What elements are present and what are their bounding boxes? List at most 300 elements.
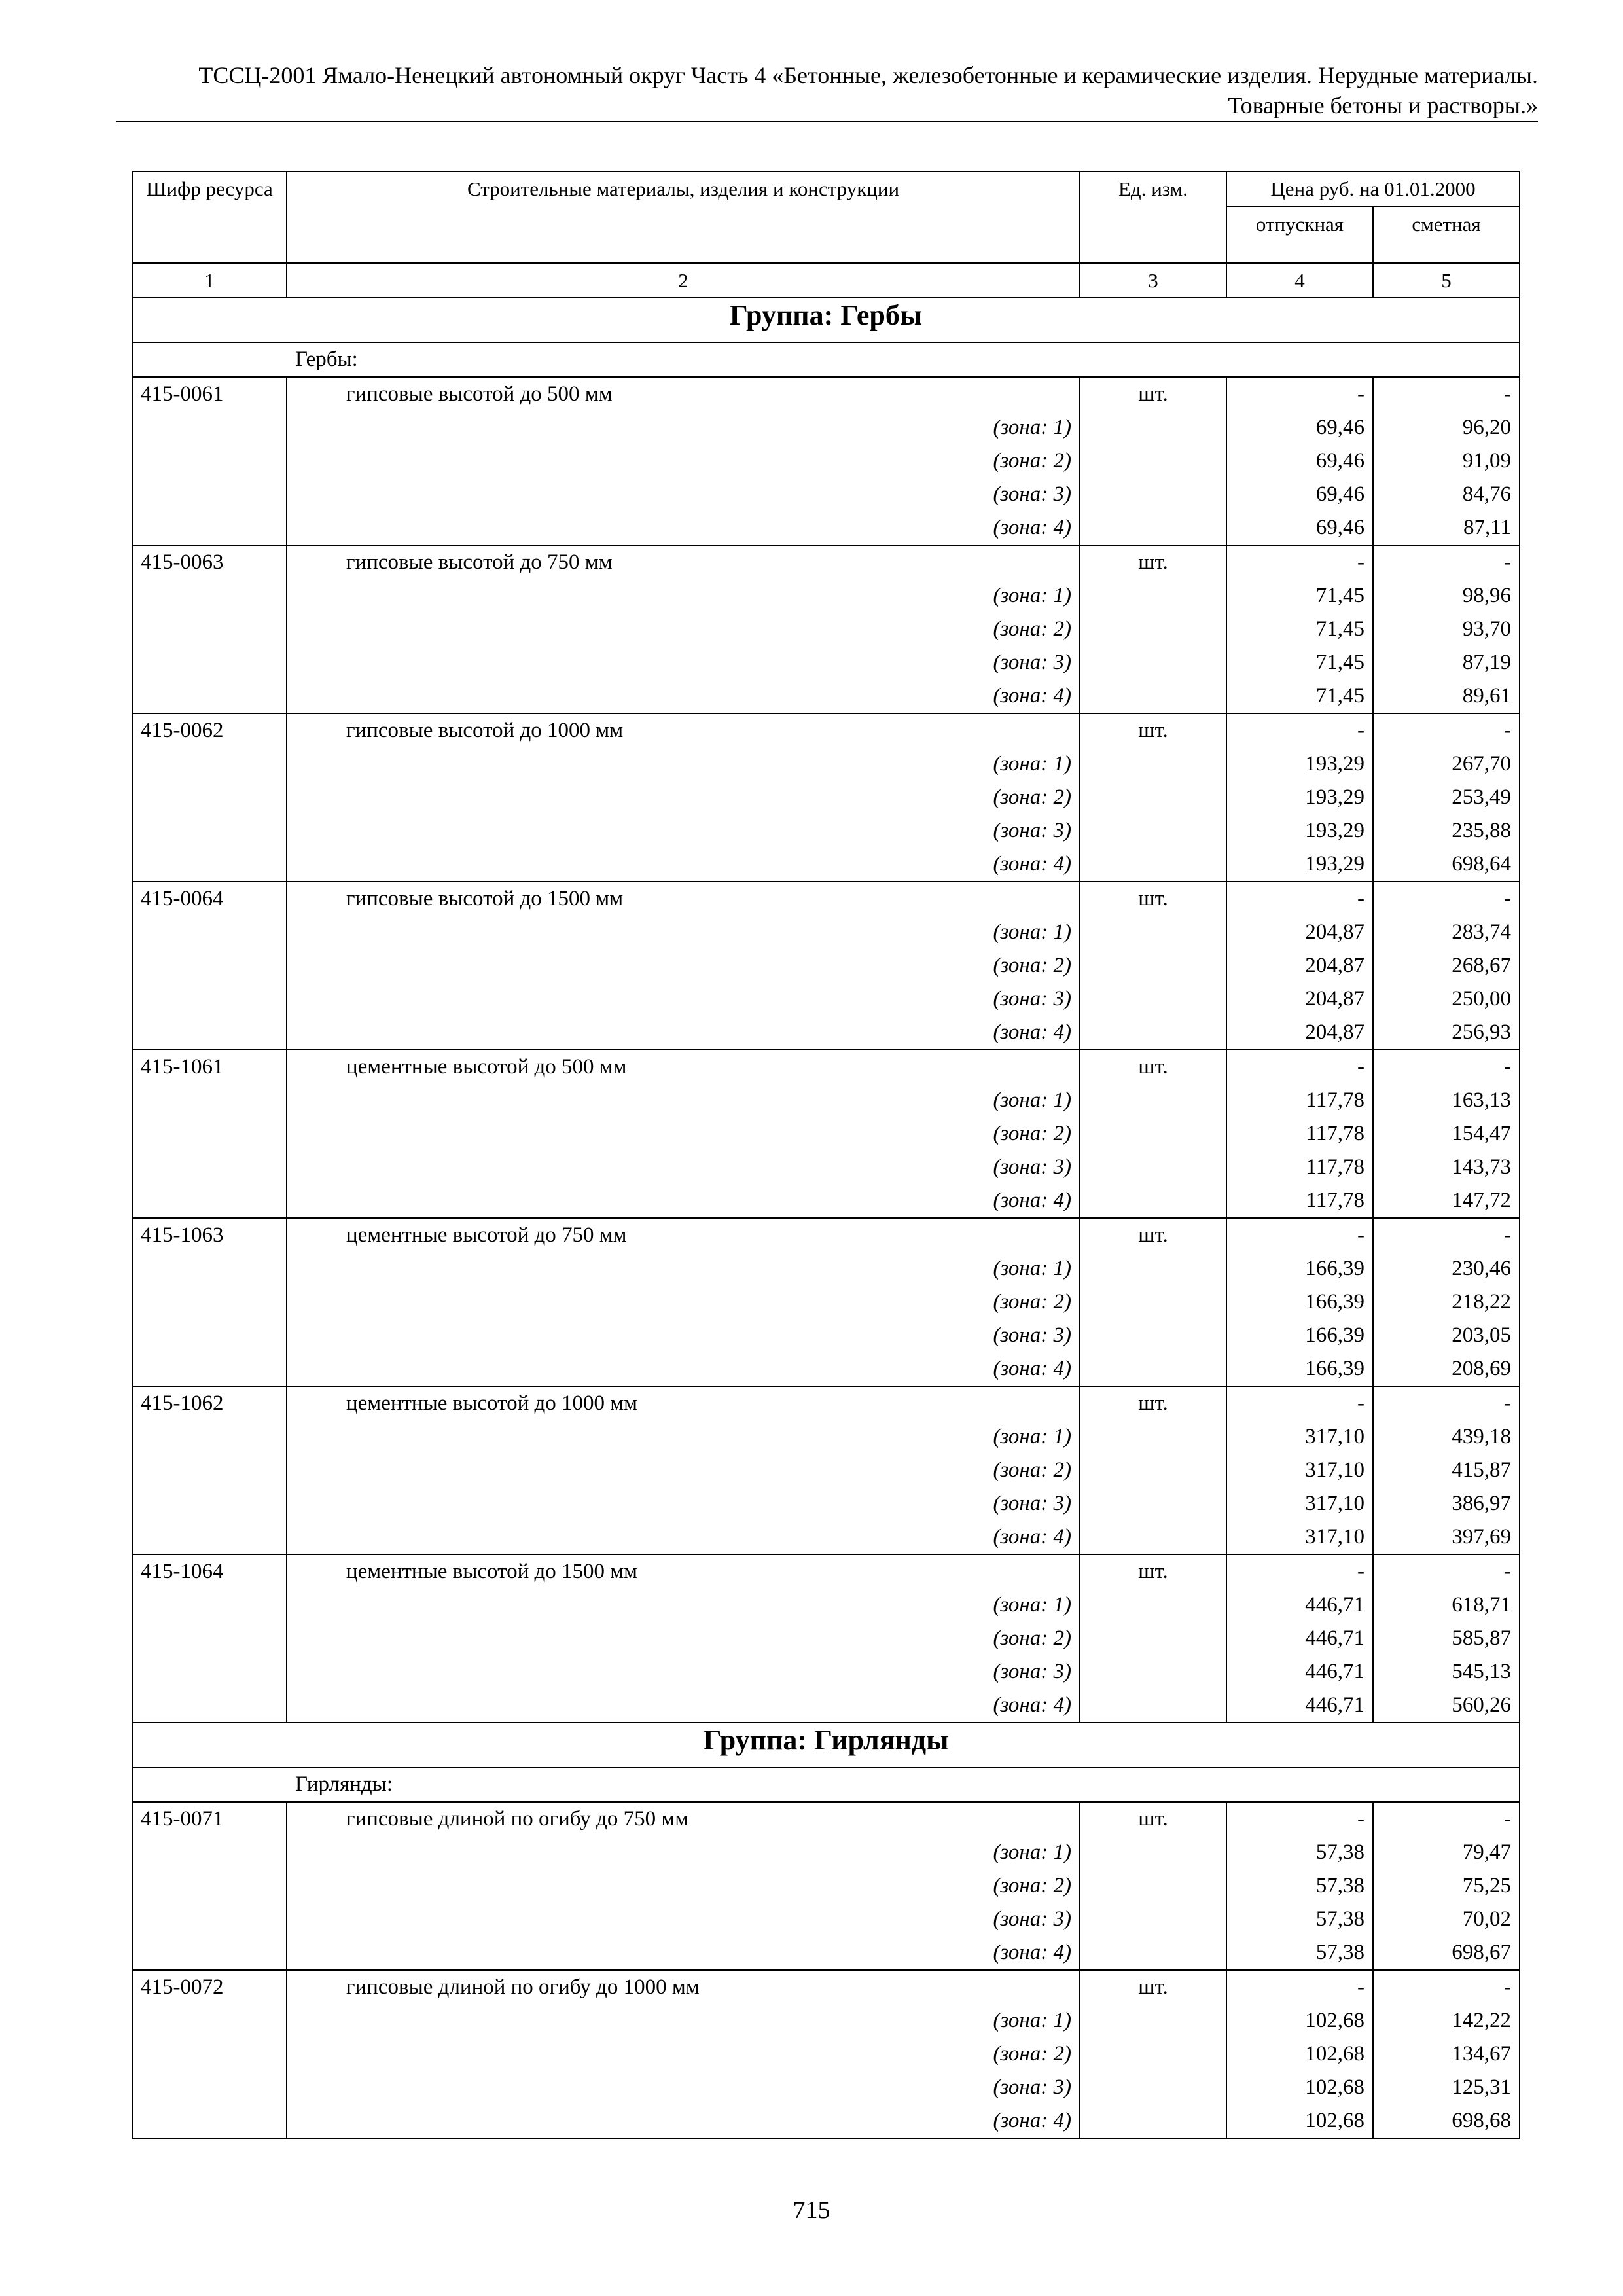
zone-price-release: 193,29 bbox=[1226, 747, 1373, 781]
resource-code: 415-0064 bbox=[132, 882, 287, 916]
zone-price-estimate: 154,47 bbox=[1373, 1117, 1520, 1151]
zone-unit-empty bbox=[1080, 1352, 1226, 1386]
page-number: 715 bbox=[793, 2197, 830, 2224]
zone-price-estimate: 125,31 bbox=[1373, 2071, 1520, 2104]
col-number-4: 4 bbox=[1226, 263, 1373, 298]
resource-code: 415-0063 bbox=[132, 545, 287, 579]
zone-row bbox=[132, 1285, 1520, 1319]
zone-price-release: 166,39 bbox=[1226, 1285, 1373, 1319]
table-row bbox=[132, 1802, 1520, 1836]
price-release: - bbox=[1226, 882, 1373, 916]
zone-unit-empty bbox=[1080, 1936, 1226, 1970]
zone-label: (зона: 1) bbox=[287, 1084, 1080, 1117]
zone-code-empty bbox=[132, 1588, 287, 1622]
zone-row bbox=[132, 679, 1520, 713]
zone-price-release: 117,78 bbox=[1226, 1151, 1373, 1184]
resource-name: гипсовые длиной по огибу до 1000 мм bbox=[287, 1970, 1080, 2004]
resource-item bbox=[132, 1970, 1520, 2138]
zone-code-empty bbox=[132, 1117, 287, 1151]
zone-code-empty bbox=[132, 1084, 287, 1117]
zone-label: (зона: 3) bbox=[287, 1655, 1080, 1689]
zone-code-empty bbox=[132, 2104, 287, 2138]
zone-row bbox=[132, 1588, 1520, 1622]
zone-price-release: 117,78 bbox=[1226, 1084, 1373, 1117]
col-header-name: Строительные материалы, изделия и конструкции bbox=[287, 171, 1080, 263]
zone-price-release: 446,71 bbox=[1226, 1689, 1373, 1723]
zone-code-empty bbox=[132, 478, 287, 511]
resource-code: 415-0072 bbox=[132, 1970, 287, 2004]
zone-unit-empty bbox=[1080, 1689, 1226, 1723]
zone-label: (зона: 2) bbox=[287, 444, 1080, 478]
zone-price-release: 193,29 bbox=[1226, 814, 1373, 848]
zone-row bbox=[132, 478, 1520, 511]
resource-code: 415-1062 bbox=[132, 1386, 287, 1420]
zone-price-estimate: 283,74 bbox=[1373, 916, 1520, 949]
zone-price-estimate: 268,67 bbox=[1373, 949, 1520, 982]
zone-price-release: 166,39 bbox=[1226, 1352, 1373, 1386]
resource-code: 415-1061 bbox=[132, 1050, 287, 1084]
zone-code-empty bbox=[132, 916, 287, 949]
zone-label: (зона: 1) bbox=[287, 1252, 1080, 1285]
zone-row bbox=[132, 2104, 1520, 2138]
zone-label: (зона: 4) bbox=[287, 848, 1080, 882]
zone-price-release: 166,39 bbox=[1226, 1252, 1373, 1285]
zone-code-empty bbox=[132, 1352, 287, 1386]
zone-price-estimate: 415,87 bbox=[1373, 1454, 1520, 1487]
price-release: - bbox=[1226, 713, 1373, 747]
zone-code-empty bbox=[132, 1903, 287, 1936]
resource-code: 415-0071 bbox=[132, 1802, 287, 1836]
zone-label: (зона: 3) bbox=[287, 646, 1080, 679]
resource-name: цементные высотой до 750 мм bbox=[287, 1218, 1080, 1252]
group-title: Группа: Гирлянды bbox=[132, 1723, 1520, 1767]
zone-row bbox=[132, 848, 1520, 882]
zone-price-estimate: 98,96 bbox=[1373, 579, 1520, 613]
zone-code-empty bbox=[132, 848, 287, 882]
col-header-unit: Ед. изм. bbox=[1080, 171, 1226, 263]
resource-unit: шт. bbox=[1080, 713, 1226, 747]
zone-label: (зона: 3) bbox=[287, 982, 1080, 1016]
zone-label: (зона: 1) bbox=[287, 579, 1080, 613]
zone-row bbox=[132, 1836, 1520, 1869]
zone-price-estimate: 253,49 bbox=[1373, 781, 1520, 814]
zone-label: (зона: 2) bbox=[287, 781, 1080, 814]
zone-price-release: 71,45 bbox=[1226, 579, 1373, 613]
zone-label: (зона: 3) bbox=[287, 478, 1080, 511]
zone-unit-empty bbox=[1080, 646, 1226, 679]
col-header-price: Цена руб. на 01.01.2000 bbox=[1226, 171, 1520, 207]
zone-code-empty bbox=[132, 1622, 287, 1655]
zone-price-release: 446,71 bbox=[1226, 1588, 1373, 1622]
zone-row bbox=[132, 2071, 1520, 2104]
zone-unit-empty bbox=[1080, 1655, 1226, 1689]
col-number-2: 2 bbox=[287, 263, 1080, 298]
resource-name: цементные высотой до 1500 мм bbox=[287, 1554, 1080, 1588]
zone-row bbox=[132, 1016, 1520, 1050]
zone-price-release: 446,71 bbox=[1226, 1622, 1373, 1655]
resource-name: цементные высотой до 1000 мм bbox=[287, 1386, 1080, 1420]
zone-label: (зона: 1) bbox=[287, 411, 1080, 444]
zone-unit-empty bbox=[1080, 444, 1226, 478]
zone-price-release: 57,38 bbox=[1226, 1836, 1373, 1869]
zone-code-empty bbox=[132, 1520, 287, 1554]
group-heading bbox=[132, 298, 1520, 377]
col-number-3: 3 bbox=[1080, 263, 1226, 298]
resource-unit: шт. bbox=[1080, 1802, 1226, 1836]
zone-price-estimate: 87,19 bbox=[1373, 646, 1520, 679]
zone-row bbox=[132, 982, 1520, 1016]
resource-name: гипсовые высотой до 500 мм bbox=[287, 377, 1080, 411]
table-header bbox=[132, 171, 1520, 298]
zone-row bbox=[132, 781, 1520, 814]
zone-unit-empty bbox=[1080, 982, 1226, 1016]
group-subtitle: Гирлянды: bbox=[132, 1767, 1520, 1802]
zone-row bbox=[132, 1936, 1520, 1970]
zone-unit-empty bbox=[1080, 848, 1226, 882]
zone-unit-empty bbox=[1080, 2071, 1226, 2104]
zone-price-estimate: 235,88 bbox=[1373, 814, 1520, 848]
zone-label: (зона: 4) bbox=[287, 1352, 1080, 1386]
zone-label: (зона: 4) bbox=[287, 679, 1080, 713]
zone-price-release: 317,10 bbox=[1226, 1520, 1373, 1554]
zone-price-release: 69,46 bbox=[1226, 411, 1373, 444]
zone-price-estimate: 560,26 bbox=[1373, 1689, 1520, 1723]
zone-unit-empty bbox=[1080, 679, 1226, 713]
price-estimate: - bbox=[1373, 882, 1520, 916]
zone-price-estimate: 203,05 bbox=[1373, 1319, 1520, 1352]
zone-unit-empty bbox=[1080, 1117, 1226, 1151]
zone-price-estimate: 386,97 bbox=[1373, 1487, 1520, 1520]
zone-code-empty bbox=[132, 1454, 287, 1487]
zone-price-release: 117,78 bbox=[1226, 1184, 1373, 1218]
zone-row bbox=[132, 444, 1520, 478]
zone-unit-empty bbox=[1080, 1622, 1226, 1655]
resource-name: гипсовые высотой до 1500 мм bbox=[287, 882, 1080, 916]
zone-row bbox=[132, 1622, 1520, 1655]
resource-name: гипсовые длиной по огибу до 750 мм bbox=[287, 1802, 1080, 1836]
zone-row bbox=[132, 1252, 1520, 1285]
zone-unit-empty bbox=[1080, 1319, 1226, 1352]
zone-row bbox=[132, 1352, 1520, 1386]
zone-price-release: 71,45 bbox=[1226, 613, 1373, 646]
zone-price-release: 57,38 bbox=[1226, 1936, 1373, 1970]
header-rule bbox=[116, 121, 1538, 122]
zone-label: (зона: 1) bbox=[287, 1420, 1080, 1454]
table-row bbox=[132, 1386, 1520, 1420]
resource-item bbox=[132, 545, 1520, 713]
zone-price-release: 71,45 bbox=[1226, 679, 1373, 713]
zone-price-estimate: 89,61 bbox=[1373, 679, 1520, 713]
zone-price-estimate: 218,22 bbox=[1373, 1285, 1520, 1319]
resource-item bbox=[132, 882, 1520, 1050]
zone-label: (зона: 4) bbox=[287, 1184, 1080, 1218]
zone-row bbox=[132, 1689, 1520, 1723]
zone-unit-empty bbox=[1080, 1836, 1226, 1869]
zone-unit-empty bbox=[1080, 1869, 1226, 1903]
zone-price-estimate: 84,76 bbox=[1373, 478, 1520, 511]
resource-unit: шт. bbox=[1080, 1386, 1226, 1420]
zone-row bbox=[132, 1084, 1520, 1117]
zone-unit-empty bbox=[1080, 2004, 1226, 2037]
zone-label: (зона: 3) bbox=[287, 1903, 1080, 1936]
running-header-line-1: ТССЦ-2001 Ямало-Ненецкий автономный округ Часть 4 «Бетонные, железобетонные и керамические изделия. Нерудные материалы. bbox=[198, 62, 1538, 88]
zone-price-estimate: 143,73 bbox=[1373, 1151, 1520, 1184]
resource-unit: шт. bbox=[1080, 1218, 1226, 1252]
resource-item bbox=[132, 713, 1520, 882]
zone-label: (зона: 3) bbox=[287, 1319, 1080, 1352]
resource-unit: шт. bbox=[1080, 1050, 1226, 1084]
zone-price-release: 69,46 bbox=[1226, 511, 1373, 545]
zone-code-empty bbox=[132, 781, 287, 814]
zone-row bbox=[132, 1117, 1520, 1151]
col-header-estimate: сметная bbox=[1373, 207, 1520, 263]
resource-item bbox=[132, 1218, 1520, 1386]
zone-label: (зона: 2) bbox=[287, 1285, 1080, 1319]
zone-price-release: 102,68 bbox=[1226, 2071, 1373, 2104]
zone-price-estimate: 163,13 bbox=[1373, 1084, 1520, 1117]
resource-name: гипсовые высотой до 1000 мм bbox=[287, 713, 1080, 747]
zone-row bbox=[132, 1903, 1520, 1936]
zone-unit-empty bbox=[1080, 814, 1226, 848]
col-header-code: Шифр ресурса bbox=[132, 171, 287, 263]
resource-code: 415-1064 bbox=[132, 1554, 287, 1588]
price-estimate: - bbox=[1373, 545, 1520, 579]
zone-code-empty bbox=[132, 1655, 287, 1689]
resource-item bbox=[132, 1554, 1520, 1723]
zone-price-estimate: 230,46 bbox=[1373, 1252, 1520, 1285]
zone-unit-empty bbox=[1080, 781, 1226, 814]
zone-row bbox=[132, 579, 1520, 613]
zone-price-estimate: 134,67 bbox=[1373, 2037, 1520, 2071]
resource-unit: шт. bbox=[1080, 377, 1226, 411]
zone-label: (зона: 3) bbox=[287, 1487, 1080, 1520]
zone-price-release: 193,29 bbox=[1226, 848, 1373, 882]
price-release: - bbox=[1226, 545, 1373, 579]
price-release: - bbox=[1226, 1970, 1373, 2004]
zone-price-release: 102,68 bbox=[1226, 2104, 1373, 2138]
price-estimate: - bbox=[1373, 1218, 1520, 1252]
zone-price-release: 69,46 bbox=[1226, 478, 1373, 511]
zone-row bbox=[132, 1487, 1520, 1520]
price-estimate: - bbox=[1373, 1802, 1520, 1836]
resource-name: гипсовые высотой до 750 мм bbox=[287, 545, 1080, 579]
zone-label: (зона: 4) bbox=[287, 1936, 1080, 1970]
zone-code-empty bbox=[132, 1016, 287, 1050]
zone-unit-empty bbox=[1080, 613, 1226, 646]
price-release: - bbox=[1226, 377, 1373, 411]
resource-unit: шт. bbox=[1080, 545, 1226, 579]
zone-unit-empty bbox=[1080, 478, 1226, 511]
zone-label: (зона: 3) bbox=[287, 1151, 1080, 1184]
zone-row bbox=[132, 1151, 1520, 1184]
zone-price-estimate: 585,87 bbox=[1373, 1622, 1520, 1655]
zone-price-estimate: 87,11 bbox=[1373, 511, 1520, 545]
zone-code-empty bbox=[132, 2004, 287, 2037]
zone-code-empty bbox=[132, 679, 287, 713]
running-header bbox=[118, 60, 1538, 120]
zone-price-release: 166,39 bbox=[1226, 1319, 1373, 1352]
zone-price-estimate: 698,67 bbox=[1373, 1936, 1520, 1970]
resource-item bbox=[132, 1050, 1520, 1218]
price-release: - bbox=[1226, 1386, 1373, 1420]
price-table bbox=[132, 171, 1520, 2139]
zone-price-release: 317,10 bbox=[1226, 1420, 1373, 1454]
zone-row bbox=[132, 511, 1520, 545]
zone-row bbox=[132, 411, 1520, 444]
zone-row bbox=[132, 1520, 1520, 1554]
zone-code-empty bbox=[132, 646, 287, 679]
zone-unit-empty bbox=[1080, 511, 1226, 545]
zone-price-estimate: 70,02 bbox=[1373, 1903, 1520, 1936]
zone-price-estimate: 208,69 bbox=[1373, 1352, 1520, 1386]
zone-label: (зона: 1) bbox=[287, 747, 1080, 781]
zone-label: (зона: 2) bbox=[287, 1869, 1080, 1903]
resource-code: 415-1063 bbox=[132, 1218, 287, 1252]
zone-price-estimate: 91,09 bbox=[1373, 444, 1520, 478]
zone-label: (зона: 1) bbox=[287, 1836, 1080, 1869]
col-number-5: 5 bbox=[1373, 263, 1520, 298]
zone-price-estimate: 96,20 bbox=[1373, 411, 1520, 444]
zone-price-release: 446,71 bbox=[1226, 1655, 1373, 1689]
zone-row bbox=[132, 613, 1520, 646]
zone-price-release: 204,87 bbox=[1226, 949, 1373, 982]
resource-name: цементные высотой до 500 мм bbox=[287, 1050, 1080, 1084]
zone-code-empty bbox=[132, 1689, 287, 1723]
zone-label: (зона: 2) bbox=[287, 1454, 1080, 1487]
zone-label: (зона: 2) bbox=[287, 2037, 1080, 2071]
zone-code-empty bbox=[132, 1319, 287, 1352]
zone-code-empty bbox=[132, 949, 287, 982]
zone-price-estimate: 618,71 bbox=[1373, 1588, 1520, 1622]
price-estimate: - bbox=[1373, 1386, 1520, 1420]
price-estimate: - bbox=[1373, 1554, 1520, 1588]
price-estimate: - bbox=[1373, 1050, 1520, 1084]
zone-label: (зона: 1) bbox=[287, 2004, 1080, 2037]
zone-unit-empty bbox=[1080, 1903, 1226, 1936]
zone-code-empty bbox=[132, 982, 287, 1016]
zone-row bbox=[132, 2004, 1520, 2037]
zone-price-release: 69,46 bbox=[1226, 444, 1373, 478]
zone-unit-empty bbox=[1080, 1520, 1226, 1554]
zone-label: (зона: 2) bbox=[287, 1117, 1080, 1151]
zone-code-empty bbox=[132, 1285, 287, 1319]
zone-code-empty bbox=[132, 411, 287, 444]
group-title-row bbox=[132, 298, 1520, 342]
resource-code: 415-0061 bbox=[132, 377, 287, 411]
zone-code-empty bbox=[132, 814, 287, 848]
zone-unit-empty bbox=[1080, 2104, 1226, 2138]
zone-price-release: 102,68 bbox=[1226, 2004, 1373, 2037]
resource-item bbox=[132, 377, 1520, 545]
zone-price-release: 117,78 bbox=[1226, 1117, 1373, 1151]
resource-item bbox=[132, 1386, 1520, 1554]
zone-unit-empty bbox=[1080, 1252, 1226, 1285]
zone-price-release: 204,87 bbox=[1226, 982, 1373, 1016]
zone-label: (зона: 3) bbox=[287, 2071, 1080, 2104]
zone-price-release: 102,68 bbox=[1226, 2037, 1373, 2071]
zone-code-empty bbox=[132, 1151, 287, 1184]
zone-row bbox=[132, 747, 1520, 781]
zone-row bbox=[132, 1454, 1520, 1487]
zone-unit-empty bbox=[1080, 1588, 1226, 1622]
zone-code-empty bbox=[132, 511, 287, 545]
zone-label: (зона: 4) bbox=[287, 511, 1080, 545]
table-row bbox=[132, 882, 1520, 916]
zone-unit-empty bbox=[1080, 1420, 1226, 1454]
table-row bbox=[132, 713, 1520, 747]
zone-label: (зона: 2) bbox=[287, 613, 1080, 646]
zone-code-empty bbox=[132, 1869, 287, 1903]
zone-price-estimate: 79,47 bbox=[1373, 1836, 1520, 1869]
zone-unit-empty bbox=[1080, 1454, 1226, 1487]
zone-price-estimate: 397,69 bbox=[1373, 1520, 1520, 1554]
zone-price-estimate: 93,70 bbox=[1373, 613, 1520, 646]
zone-unit-empty bbox=[1080, 1487, 1226, 1520]
running-header-line-2: Товарные бетоны и растворы.» bbox=[1228, 92, 1538, 118]
table-row bbox=[132, 1554, 1520, 1588]
zone-row bbox=[132, 1655, 1520, 1689]
zone-price-estimate: 439,18 bbox=[1373, 1420, 1520, 1454]
resource-code: 415-0062 bbox=[132, 713, 287, 747]
zone-label: (зона: 4) bbox=[287, 2104, 1080, 2138]
zone-price-estimate: 267,70 bbox=[1373, 747, 1520, 781]
zone-unit-empty bbox=[1080, 1084, 1226, 1117]
zone-price-release: 57,38 bbox=[1226, 1903, 1373, 1936]
resource-unit: шт. bbox=[1080, 882, 1226, 916]
zone-price-estimate: 147,72 bbox=[1373, 1184, 1520, 1218]
zone-code-empty bbox=[132, 1252, 287, 1285]
zone-price-release: 204,87 bbox=[1226, 916, 1373, 949]
resource-item bbox=[132, 1802, 1520, 1970]
zone-label: (зона: 4) bbox=[287, 1016, 1080, 1050]
zone-code-empty bbox=[132, 1936, 287, 1970]
zone-code-empty bbox=[132, 1184, 287, 1218]
resource-unit: шт. bbox=[1080, 1554, 1226, 1588]
zone-label: (зона: 1) bbox=[287, 1588, 1080, 1622]
zone-unit-empty bbox=[1080, 2037, 1226, 2071]
table-row bbox=[132, 1218, 1520, 1252]
table-row bbox=[132, 1050, 1520, 1084]
zone-row bbox=[132, 1319, 1520, 1352]
price-release: - bbox=[1226, 1802, 1373, 1836]
zone-price-release: 204,87 bbox=[1226, 1016, 1373, 1050]
zone-code-empty bbox=[132, 2071, 287, 2104]
zone-row bbox=[132, 2037, 1520, 2071]
zone-unit-empty bbox=[1080, 916, 1226, 949]
zone-code-empty bbox=[132, 444, 287, 478]
zone-label: (зона: 4) bbox=[287, 1689, 1080, 1723]
group-title-row bbox=[132, 1723, 1520, 1767]
zone-price-release: 57,38 bbox=[1226, 1869, 1373, 1903]
zone-unit-empty bbox=[1080, 411, 1226, 444]
zone-unit-empty bbox=[1080, 1016, 1226, 1050]
zone-code-empty bbox=[132, 747, 287, 781]
zone-row bbox=[132, 1184, 1520, 1218]
zone-row bbox=[132, 1869, 1520, 1903]
zone-price-estimate: 698,64 bbox=[1373, 848, 1520, 882]
zone-code-empty bbox=[132, 2037, 287, 2071]
zone-row bbox=[132, 1420, 1520, 1454]
zone-unit-empty bbox=[1080, 1285, 1226, 1319]
zone-row bbox=[132, 646, 1520, 679]
group-heading bbox=[132, 1723, 1520, 1802]
price-estimate: - bbox=[1373, 377, 1520, 411]
zone-row bbox=[132, 949, 1520, 982]
col-header-release: отпускная bbox=[1226, 207, 1373, 263]
zone-price-estimate: 250,00 bbox=[1373, 982, 1520, 1016]
zone-price-release: 317,10 bbox=[1226, 1487, 1373, 1520]
zone-price-release: 193,29 bbox=[1226, 781, 1373, 814]
